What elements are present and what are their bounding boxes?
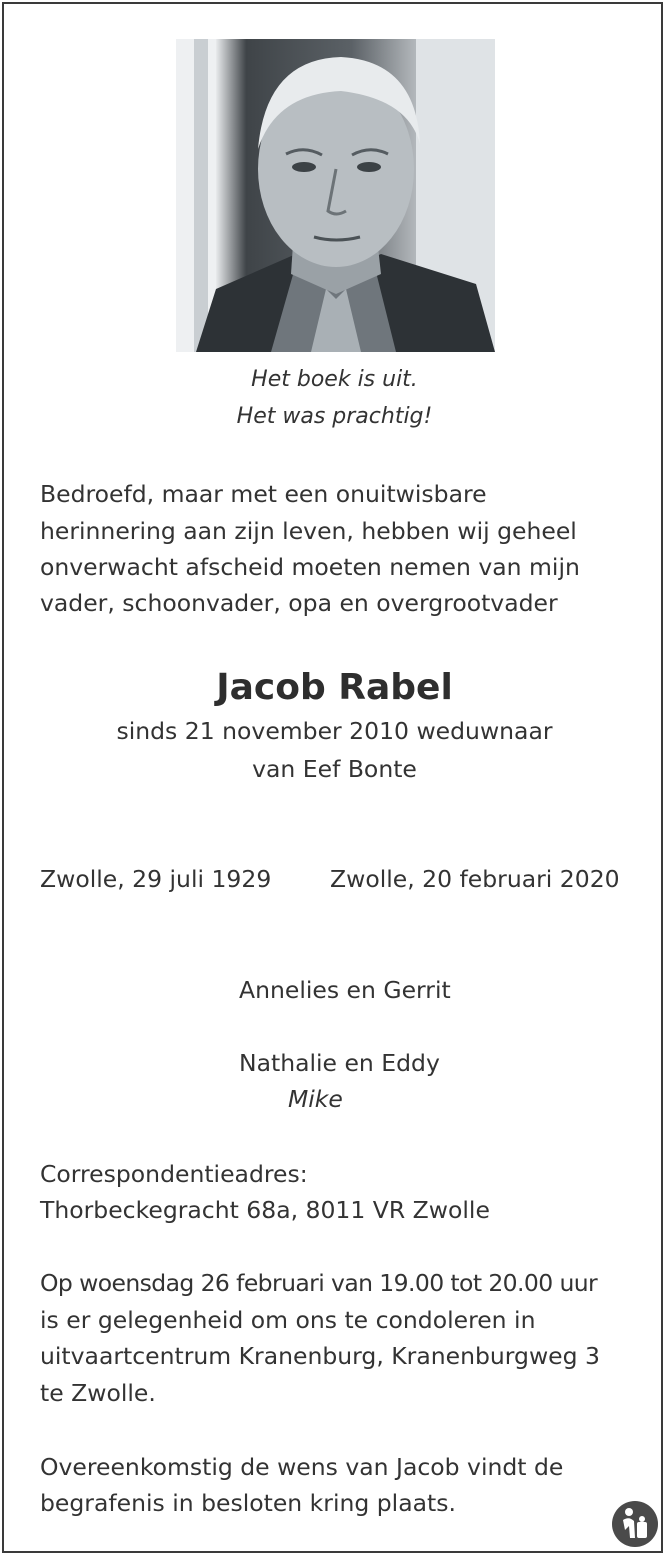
condolence-line-3: uitvaartcentrum Kranenburg, Kranenburgweg 3 bbox=[40, 1342, 600, 1370]
widower-line-2: van Eef Bonte bbox=[252, 755, 417, 783]
death-date: Zwolle, 20 februari 2020 bbox=[330, 865, 620, 893]
memorial-logo-icon bbox=[611, 1500, 659, 1548]
intro-line-2: herinnering aan zijn leven, hebben wij geheel bbox=[40, 517, 577, 545]
correspondence-label: Correspondentieadres: bbox=[40, 1160, 308, 1188]
portrait-illustration bbox=[176, 39, 495, 352]
intro-line-3: onverwacht afscheid moeten nemen van mijn bbox=[40, 553, 580, 581]
correspondence-address: Thorbeckegracht 68a, 8011 VR Zwolle bbox=[40, 1196, 490, 1224]
quote-line-2: Het was prachtig! bbox=[236, 404, 433, 429]
intro-line-1: Bedroefd, maar met een onuitwisbare bbox=[40, 480, 487, 508]
funeral-line-1: Overeenkomstig de wens van Jacob vindt de bbox=[40, 1453, 564, 1481]
deceased-name: Jacob Rabel bbox=[216, 667, 453, 708]
intro-line-4: vader, schoonvader, opa en overgrootvader bbox=[40, 589, 558, 617]
portrait-photo bbox=[176, 39, 495, 352]
family-couple-1: Annelies en Gerrit bbox=[239, 976, 451, 1004]
birth-date: Zwolle, 29 juli 1929 bbox=[40, 865, 272, 893]
condolence-line-1: Op woensdag 26 februari van 19.00 tot 20.00 uur bbox=[40, 1269, 598, 1297]
family-couple-2: Nathalie en Eddy bbox=[239, 1049, 440, 1077]
quote-line-1: Het boek is uit. bbox=[251, 367, 418, 392]
condolence-line-4: te Zwolle. bbox=[40, 1379, 156, 1407]
family-grandchild: Mike bbox=[288, 1085, 343, 1113]
widower-line-1: sinds 21 november 2010 weduwnaar bbox=[116, 717, 553, 745]
funeral-line-2: begrafenis in besloten kring plaats. bbox=[40, 1489, 456, 1517]
condolence-line-2: is er gelegenheid om ons te condoleren in bbox=[40, 1306, 536, 1334]
